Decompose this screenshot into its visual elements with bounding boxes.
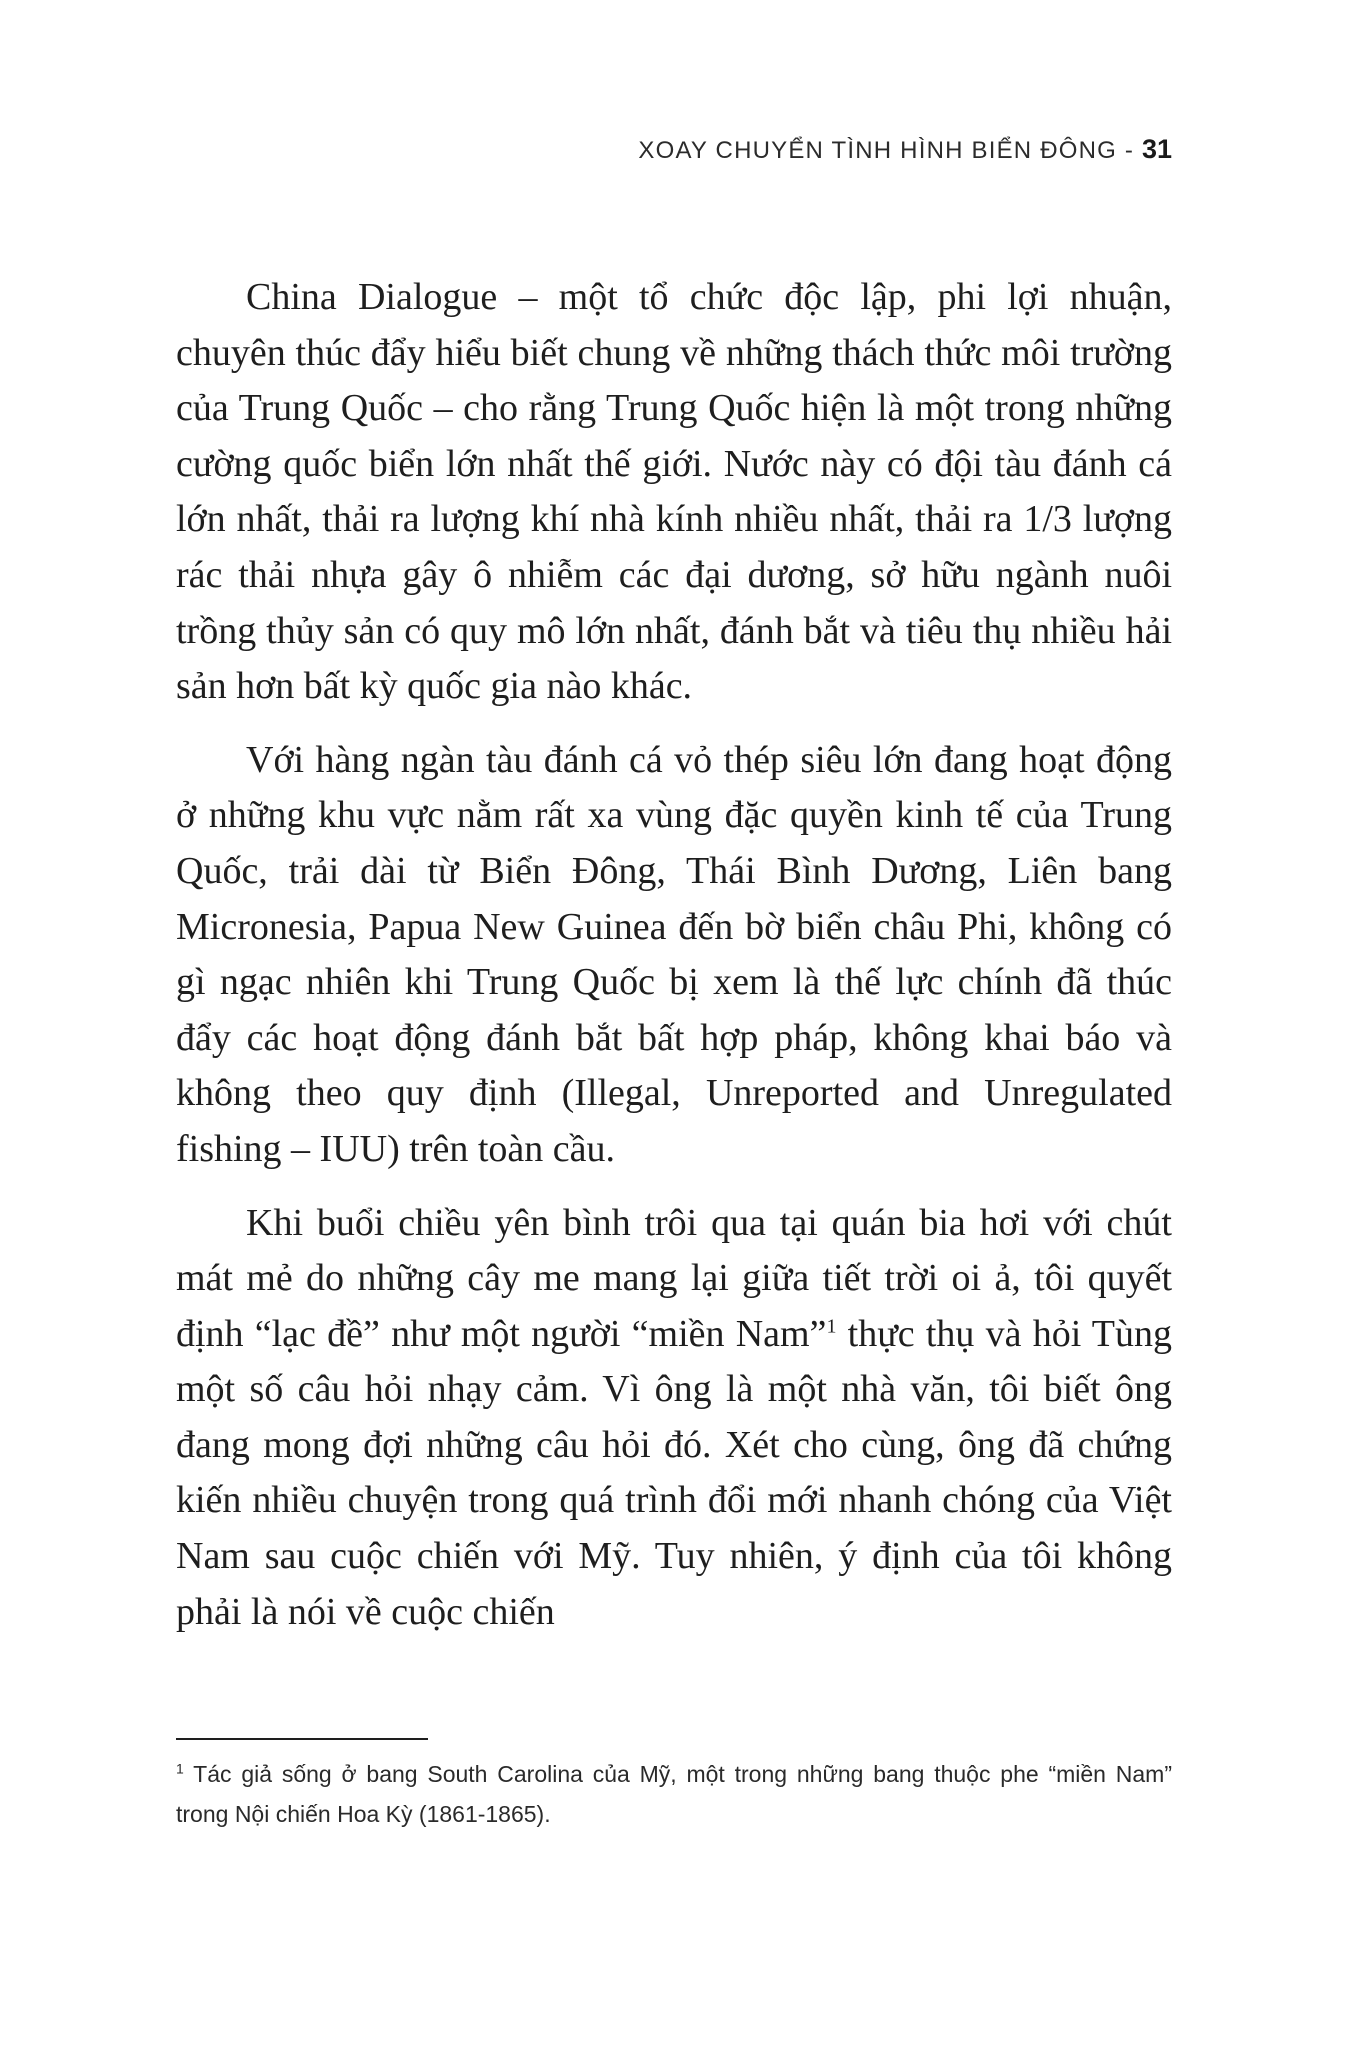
paragraph-1: China Dialogue – một tổ chức độc lập, phi lợi nhuận, chuyên thúc đẩy hiểu biết chung về những thách thức môi trường của Trung Quốc – cho rằng Trung Quốc hiện là một trong những cường quốc biển lớn nhất thế giới. Nước này có đội tàu đánh cá lớn nhất, thải ra lượng khí nhà kính nhiều nhất, thải ra 1/3 lượng rác thải nhựa gây ô nhiễm các đại dương, sở hữu ngành nuôi trồng thủy sản có quy mô lớn nhất, đánh bắt và tiêu thụ nhiều hải sản hơn bất kỳ quốc gia nào khác. (176, 276, 1172, 708)
paragraph-3-text-a: Khi buổi chiều yên bình trôi qua tại quán bia hơi với chút mát mẻ do những cây me mang lại giữa tiết trời oi ả, tôi quyết định “lạc đề” như một người “miền Nam” (176, 1201, 1172, 1355)
page-number: 31 (1141, 134, 1172, 164)
paragraph-3-text-b: thực thụ và hỏi Tùng một số câu hỏi nhạy cảm. Vì ông là một nhà văn, tôi biết ông đang mong đợi những câu hỏi đó. Xét cho cùng, ông đã chứng kiến nhiều chuyện trong quá trình đổi mới nhanh chóng của Việt Nam sau cuộc chiến với Mỹ. Tuy nhiên, ý định của tôi không phải là nói về cuộc chiến (176, 1312, 1172, 1633)
header-separator: - (1124, 137, 1135, 164)
paragraph-2: Với hàng ngàn tàu đánh cá vỏ thép siêu lớn đang hoạt động ở những khu vực nằm rất xa vùng đặc quyền kinh tế của Trung Quốc, trải dài từ Biển Đông, Thái Bình Dương, Liên bang Micronesia, Papua New Guinea đến bờ biển châu Phi, không có gì ngạc nhiên khi Trung Quốc bị xem là thế lực chính đã thúc đẩy các hoạt động đánh bắt bất hợp pháp, không khai báo và không theo quy định (Illegal, Unreported and Unregulated fishing – IUU) trên toàn cầu. (176, 738, 1172, 1170)
paragraph-3 (176, 1196, 1172, 1641)
footnote-reference: 1 (826, 1315, 837, 1338)
footnote-divider (176, 1738, 428, 1740)
body-text (176, 270, 1172, 1658)
footnote (176, 1754, 1172, 1834)
running-header (638, 134, 1172, 165)
footnote-marker: 1 (176, 1760, 184, 1777)
footnote-text: Tác giả sống ở bang South Carolina của Mỹ, một trong những bang thuộc phe “miền Nam” trong Nội chiến Hoa Kỳ (1861-1865). (176, 1761, 1172, 1827)
running-title: XOAY CHUYỂN TÌNH HÌNH BIỂN ĐÔNG (638, 137, 1117, 164)
